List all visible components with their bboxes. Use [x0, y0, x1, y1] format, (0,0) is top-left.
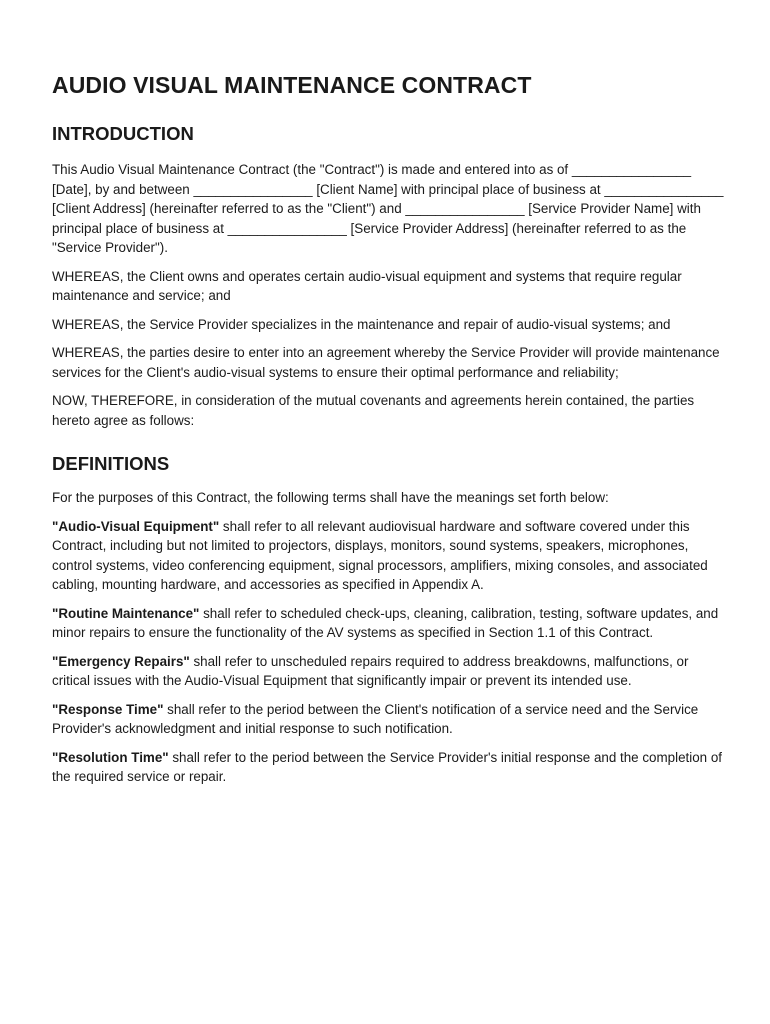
definition-item: [52, 748, 724, 787]
now-therefore-paragraph: NOW, THEREFORE, in consideration of the mutual covenants and agreements herein contained, the parties hereto agree as follows:: [52, 393, 695, 428]
definition-item: [52, 604, 724, 643]
definition-term: "Resolution Time": [52, 749, 169, 765]
definition-text: shall refer to unscheduled repairs required to address breakdowns, malfunctions, or critical issues with the Audio-Visual Equipment that significantly impair or prevent its intended use.: [52, 653, 689, 688]
whereas-paragraph: WHEREAS, the Service Provider specializes in the maintenance and repair of audio-visual systems; and: [52, 316, 671, 332]
introduction-heading: INTRODUCTION: [52, 123, 194, 144]
definition-term: "Response Time": [52, 701, 164, 717]
definition-text: shall refer to the period between the Service Provider's initial response and the completion of the required service or repair.: [52, 749, 722, 784]
definition-term: "Routine Maintenance": [52, 605, 200, 621]
definitions-intro: For the purposes of this Contract, the following terms shall have the meanings set forth below:: [52, 490, 609, 505]
definition-item: [52, 652, 724, 691]
definition-term: "Emergency Repairs": [52, 653, 190, 669]
whereas-paragraph: WHEREAS, the parties desire to enter into an agreement whereby the Service Provider will provide maintenance services for the Client's audio-visual systems to ensure their optimal performance and reliability;: [52, 345, 720, 380]
definitions-section: [52, 488, 724, 787]
definition-text: shall refer to scheduled check-ups, cleaning, calibration, testing, software updates, and minor repairs to ensure the functionality of the AV systems as specified in Section 1.1 of this Contract.: [52, 605, 719, 640]
definitions-heading: DEFINITIONS: [52, 453, 170, 474]
definition-text: shall refer to all relevant audiovisual hardware and software covered under this Contract, including but not limited to projectors, displays, monitors, sound systems, speakers, microphones, control systems, video conferencing equipment, signal processors, amplifiers, mixing consoles, and associated cabling, mounting hardware, and accessories as specified in Appendix A.: [52, 518, 708, 592]
whereas-paragraph: WHEREAS, the Client owns and operates certain audio-visual equipment and systems that require regular maintenance and service; and: [52, 268, 682, 303]
document-title: AUDIO VISUAL MAINTENANCE CONTRACT: [52, 72, 532, 98]
definition-text: shall refer to the period between the Client's notification of a service need and the Service Provider's acknowledgment and initial response to such notification.: [52, 701, 699, 736]
document-page: [52, 70, 724, 796]
definition-item: [52, 517, 724, 595]
introduction-section: [52, 160, 724, 430]
definition-item: [52, 700, 724, 739]
intro-paragraph: This Audio Visual Maintenance Contract (the "Contract") is made and entered into as of ________________ [Date], by and between ________________ [Client Name] with principal place of business at ________________ [Client Address] (hereinafter referred to as the "Client") and ________________ [Service Provider Name] with principal place of business at ________________ [Service Provider Address] (hereinafter referred to as the "Service Provider").: [52, 162, 724, 255]
definition-term: "Audio-Visual Equipment": [52, 518, 220, 534]
